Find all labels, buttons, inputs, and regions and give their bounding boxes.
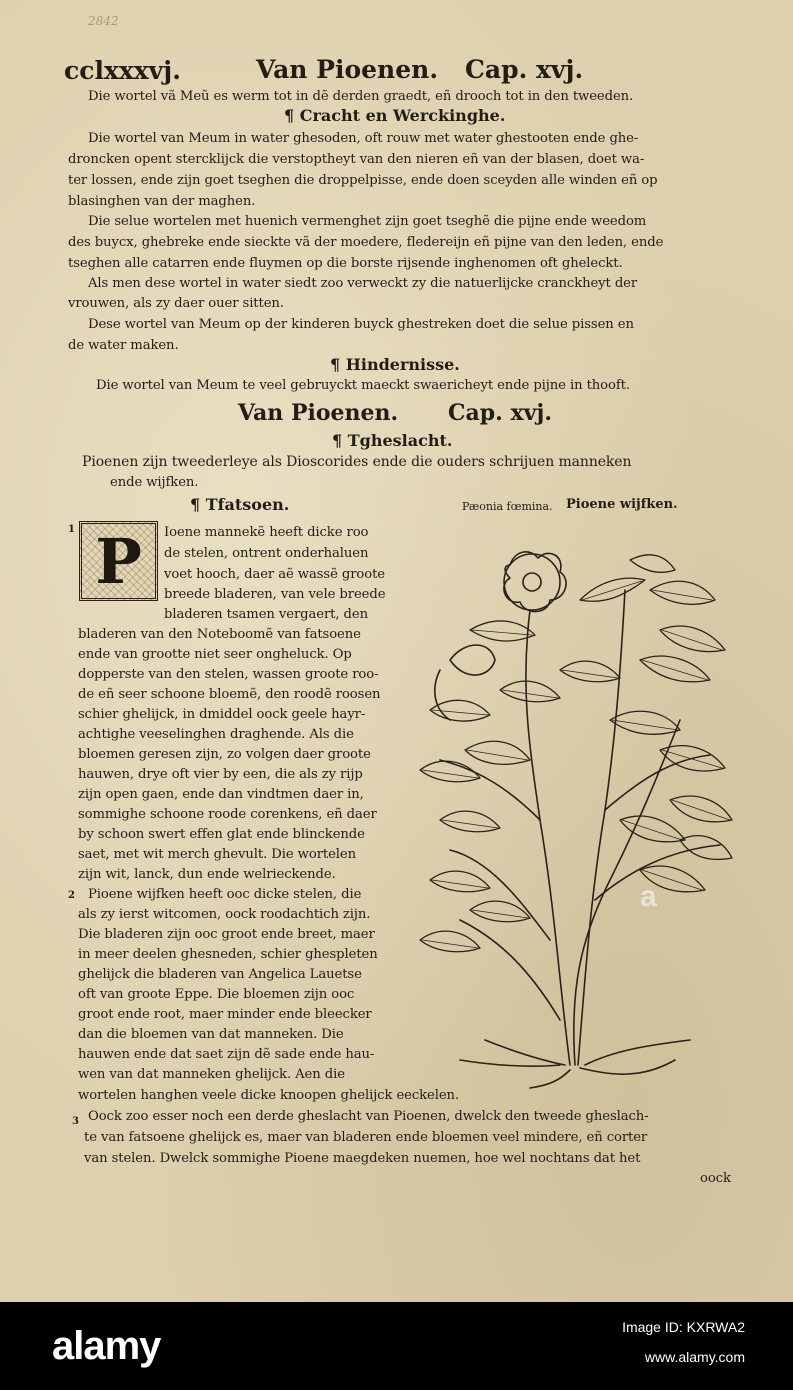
column-line: Ioene mannekẽ heeft dicke roo bbox=[164, 525, 369, 540]
column-line: de eñ seer schoone bloemẽ, den roodẽ roosen bbox=[78, 687, 381, 702]
pilcrow-icon: ¶ bbox=[330, 355, 346, 374]
alamy-logo: alamy bbox=[52, 1324, 161, 1368]
paragraph-line: droncken opent stercklijck die verstoptheyt van den nieren eñ van der blasen, doet wa- bbox=[68, 152, 645, 167]
wide-line: wortelen hanghen veele dicke knoopen ghelijck eeckelen. bbox=[78, 1088, 460, 1103]
column-line: Pioene wijfken heeft ooc dicke stelen, die bbox=[88, 887, 362, 902]
pilcrow-icon: ¶ bbox=[332, 431, 348, 450]
paragraph-line: Als men dese wortel in water siedt zoo verweckt zy die natuerlijcke cranckheyt der bbox=[88, 276, 638, 291]
heading-fatsoen: ¶ Tfatsoen. bbox=[190, 495, 290, 514]
column-line: groot ende root, maer minder ende bleecker bbox=[78, 1007, 372, 1022]
pilcrow-icon: ¶ bbox=[284, 106, 300, 125]
column-line: zijn wit, lanck, dun ende welrieckende. bbox=[78, 867, 336, 882]
chapter-label: Cap. xvj. bbox=[465, 55, 584, 84]
column-line: oft van groote Eppe. Die bloemen zijn ooc bbox=[78, 987, 355, 1002]
column-line: breede bladeren, van vele breede bbox=[164, 587, 386, 602]
margin-number: 1 bbox=[68, 524, 75, 535]
footer-url: www.alamy.com bbox=[644, 1349, 745, 1365]
heading-gheslacht: ¶ Tgheslacht. bbox=[332, 431, 453, 450]
paragraph-line: Die selue wortelen met huenich vermenghet zijn goet tseghẽ die pijne ende weedom bbox=[88, 214, 647, 229]
chapter-number: Cap. xvj. bbox=[448, 400, 552, 426]
pilcrow-icon: ¶ bbox=[190, 495, 206, 514]
paragraph-line: tseghen alle catarren ende fluymen op die borste rijsende inghenomen oft gheleckt. bbox=[68, 256, 623, 271]
gheslacht-line: ende wijfken. bbox=[110, 475, 199, 490]
catchword: oock bbox=[700, 1171, 731, 1186]
paragraph-line: vrouwen, als zy daer ouer sitten. bbox=[68, 296, 284, 311]
column-line: sommighe schoone roode corenkens, eñ daer bbox=[78, 807, 377, 822]
folio-number: cclxxxvj. bbox=[64, 56, 181, 85]
wide-line: Oock zoo esser noch een derde gheslacht van Pioenen, dwelck den tweede gheslach- bbox=[88, 1109, 649, 1124]
paragraph-line: blasinghen van der maghen. bbox=[68, 194, 256, 209]
heading-cracht: ¶ Cracht en Werckinghe. bbox=[284, 106, 506, 125]
margin-number: 2 bbox=[68, 890, 75, 901]
paragraph-line: de water maken. bbox=[68, 338, 179, 353]
column-line: dan die bloemen van dat manneken. Die bbox=[78, 1027, 344, 1042]
gheslacht-line: Pioenen zijn tweederleye als Dioscorides ende die ouders schrijuen manneken bbox=[82, 454, 632, 470]
margin-number: 3 bbox=[72, 1116, 79, 1127]
column-line: dopperste van den stelen, wassen groote roo- bbox=[78, 667, 379, 682]
column-line: schier ghelijck, in dmiddel oock geele hayr- bbox=[78, 707, 366, 722]
column-line: de stelen, ontrent onderhaluen bbox=[164, 546, 369, 561]
column-line: ende van grootte niet seer ongheluck. Op bbox=[78, 647, 352, 662]
column-line: hauwen, drye oft vier by een, die als zy rijp bbox=[78, 767, 363, 782]
figure-caption-latin: Pæonia fœmina. bbox=[462, 500, 553, 513]
intro-line: Die wortel vã Meũ es werm tot in dẽ derden graedt, eñ drooch tot in den tweeden. bbox=[88, 89, 634, 104]
column-line: in meer deelen ghesneden, schier ghespleten bbox=[78, 947, 378, 962]
paragraph-line: ter lossen, ende zijn goet tseghen die droppelpisse, ende doen sceyden alle winden eñ op bbox=[68, 173, 658, 188]
decorated-initial-p: P bbox=[79, 521, 158, 601]
column-line: als zy ierst witcomen, oock roodachtich zijn. bbox=[78, 907, 371, 922]
column-line: bladeren van den Noteboomẽ van fatsoene bbox=[78, 627, 361, 642]
paragraph-line: des buycx, ghebreke ende sieckte vã der moedere, fledereijn eñ pijne van den leden, ende bbox=[68, 235, 664, 250]
column-line: ghelijck die bladeren van Angelica Lauetse bbox=[78, 967, 362, 982]
wide-line: te van fatsoene ghelijck es, maer van bladeren ende bloemen veel mindere, eñ corter bbox=[84, 1130, 648, 1145]
heading-hindernisse: ¶ Hindernisse. bbox=[330, 355, 460, 374]
hindernisse-line: Die wortel van Meum te veel gebruyckt maeckt swaericheyt ende pijne in thooft. bbox=[96, 378, 630, 393]
column-line: bloemen geresen zijn, zo volgen daer groote bbox=[78, 747, 371, 762]
paragraph-line: Dese wortel van Meum op der kinderen buyck ghestreken doet die selue pissen en bbox=[88, 317, 634, 332]
column-line: zijn open gaen, ende dan vindtmen daer in, bbox=[78, 787, 364, 802]
running-title: Van Pioenen. bbox=[256, 55, 439, 84]
figure-caption-dutch: Pioene wijfken. bbox=[566, 497, 678, 512]
column-line: by schoon swert effen glat ende blinckende bbox=[78, 827, 365, 842]
paragraph-line: Die wortel van Meum in water ghesoden, oft rouw met water ghestooten ende ghe- bbox=[88, 131, 639, 146]
chapter-running-title: Van Pioenen. bbox=[238, 400, 399, 426]
image-id-label: Image ID: KXRWA2 bbox=[622, 1319, 745, 1335]
watermark-text: a bbox=[640, 880, 657, 913]
column-line: wen van dat manneken ghelijck. Aen die bbox=[78, 1067, 345, 1082]
wide-line: van stelen. Dwelck sommighe Pioene maegdeken nuemen, hoe wel nochtans dat het bbox=[84, 1151, 641, 1166]
column-line: saet, met wit merch ghevult. Die wortelen bbox=[78, 847, 357, 862]
column-line: voet hooch, daer aẽ wassẽ groote bbox=[164, 567, 385, 582]
column-line: bladeren tsamen vergaert, den bbox=[164, 607, 368, 622]
column-line: hauwen ende dat saet zijn dẽ sade ende hau- bbox=[78, 1047, 375, 1062]
marginal-pencil-note: 2842 bbox=[88, 14, 119, 28]
column-line: Die bladeren zijn ooc groot ende breet, maer bbox=[78, 927, 375, 942]
stock-footer-bar bbox=[0, 1302, 793, 1390]
peony-woodcut-illustration bbox=[410, 520, 740, 1090]
column-line: achtighe veeselinghen draghende. Als die bbox=[78, 727, 354, 742]
